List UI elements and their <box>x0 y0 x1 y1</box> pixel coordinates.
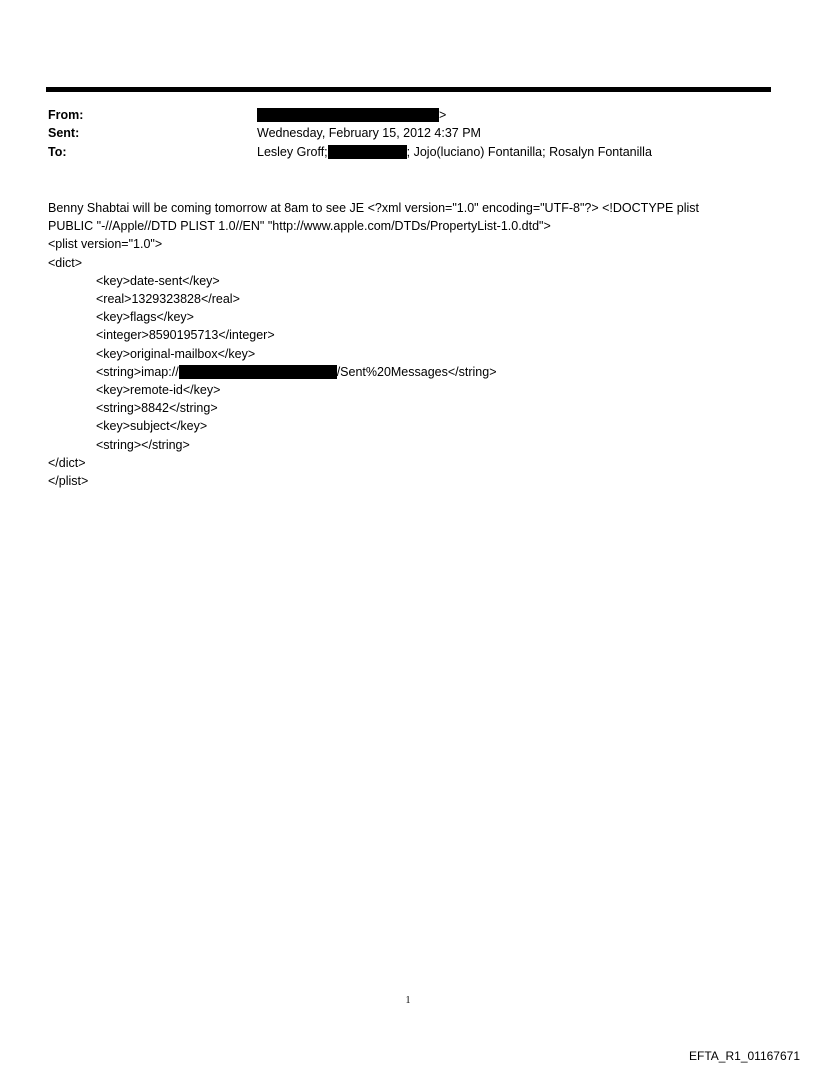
page-number: 1 <box>405 995 411 1006</box>
body-line <box>48 363 770 381</box>
to-other-recipients: ; Jojo(luciano) Fontanilla; Rosalyn Fontanilla <box>406 145 652 159</box>
from-label: From: <box>48 108 84 122</box>
sent-label: Sent: <box>48 126 80 140</box>
redaction-block <box>257 108 439 122</box>
body-line: <string></string> <box>96 437 190 452</box>
body-line: PUBLIC "-//Apple//DTD PLIST 1.0//EN" "http://www.apple.com/DTDs/PropertyList-1.0.dtd"> <box>48 219 551 234</box>
from-trailing: > <box>439 108 447 122</box>
to-first-recipient: Lesley Groff; <box>257 145 328 159</box>
header-rule <box>46 87 771 92</box>
body-line: <key>subject</key> <box>96 419 208 434</box>
imap-prefix: <string>imap:// <box>96 364 179 379</box>
body-line: </plist> <box>48 474 89 489</box>
sent-value: Wednesday, February 15, 2012 4:37 PM <box>257 126 481 140</box>
body-line: </dict> <box>48 455 86 470</box>
body-line: <key>original-mailbox</key> <box>96 346 256 361</box>
body-line: Benny Shabtai will be coming tomorrow at 8am to see JE <?xml version="1.0" encoding="UTF-8"?> <!DOCTYPE plist <box>48 201 700 215</box>
body-line: <key>remote-id</key> <box>96 383 221 398</box>
body-line: <plist version="1.0"> <box>48 237 163 252</box>
body-line: <integer>8590195713</integer> <box>96 328 275 343</box>
redaction-block <box>328 145 407 159</box>
body-line: <dict> <box>48 255 83 270</box>
document-id: EFTA_R1_01167671 <box>689 1049 800 1063</box>
body-line: <real>1329323828</real> <box>96 292 240 307</box>
from-value <box>257 108 446 122</box>
body-line: <key>date-sent</key> <box>96 273 220 288</box>
body-line: <key>flags</key> <box>96 310 194 325</box>
email-body <box>48 199 770 490</box>
to-value <box>257 145 652 159</box>
to-label: To: <box>48 145 67 159</box>
imap-suffix: /Sent%20Messages</string> <box>336 364 497 379</box>
redaction-block <box>179 365 337 379</box>
body-line: <string>8842</string> <box>96 401 218 416</box>
